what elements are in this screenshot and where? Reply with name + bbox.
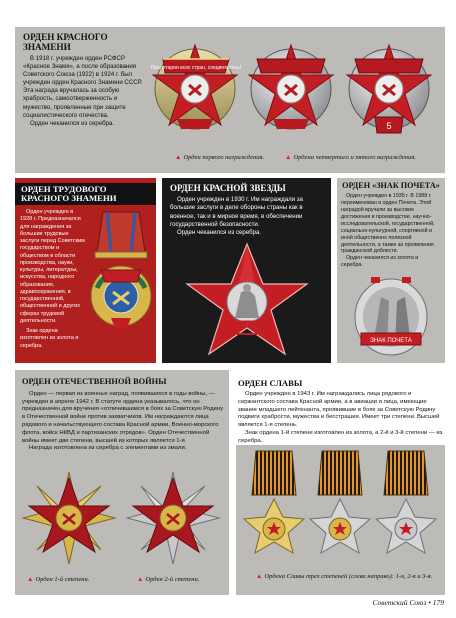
- badge-honour-medal-image: [351, 273, 431, 361]
- patriotic-war-article: [22, 378, 224, 453]
- red-banner-text: В 1918 г. учрежден орден РСФСР «Красное Знамя», а после образования Советского Союза (1922) в 1924 г. был учрежден орден Красного Знамени СССР. Эта награда вручалась за особую храбрость, самоотверженность и мужество, проявленные при защите социалистического отечества.: [23, 55, 143, 119]
- red-banner-article: [23, 33, 143, 128]
- red-star-medal-image: [167, 238, 327, 360]
- triangle-up-icon: ▲: [175, 154, 182, 161]
- page-number: 179: [432, 598, 444, 607]
- red-star-article: [170, 184, 325, 237]
- labour-banner-title: ОРДЕН ТРУДОВОГО КРАСНОГО ЗНАМЕНИ: [21, 184, 117, 204]
- footer-bullet-icon: •: [428, 598, 431, 607]
- banner-motto: Пролетарии всех стран, соединяйтесь!: [150, 65, 242, 71]
- badge-honour-panel: [337, 178, 445, 363]
- medal-number: 5: [386, 121, 392, 131]
- patriotic-war-panel: [15, 370, 229, 595]
- glory-medals-panel: [236, 445, 445, 595]
- labour-banner-panel: [15, 178, 156, 363]
- red-banner-medal-image: [143, 29, 445, 149]
- patriotic-war-caption-left: ▲ Орден 1-й степени.: [27, 576, 90, 583]
- red-banner-panel: [15, 27, 445, 173]
- triangle-up-icon: ▲: [137, 576, 144, 583]
- badge-honour-medal-label: Знак Почета: [370, 338, 412, 344]
- page-footer: [372, 598, 444, 607]
- red-star-text: Орден учрежден в 1930 г. Им награждали за большие заслуги в деле обороны страны как в военное, так и в мирное время, в обеспечении государственной безопасности.: [170, 196, 303, 228]
- glory-text: Орден учрежден в 1943 г. Им награждались лица рядового и сержантского состава Красной армии, а в авиации и лица, имеющие звание младшего лейтенанта, проявившие в боях за Советскую Родину подвиги храбрости, мужества и бесстрашия. Имеет три степени. Высшей является 1-я степень.: [238, 391, 440, 429]
- triangle-up-icon: ▲: [285, 154, 292, 161]
- red-banner-caption-left: ▲ Орден первого награждения.: [175, 154, 265, 161]
- glory-article: [238, 379, 443, 445]
- red-star-panel: [162, 178, 331, 363]
- footer-section: Советский Союз: [372, 598, 427, 607]
- labour-banner-text-2: Знак ордена изготовлен из золота и серебра.: [20, 328, 79, 349]
- labour-banner-title-bar: [15, 183, 156, 205]
- red-star-text-2: Орден чеканился из серебра.: [177, 228, 262, 236]
- glory-medal-image: [236, 445, 445, 569]
- red-banner-caption-right: ▲ Ордена четвертого и пятого награждения.: [285, 154, 416, 161]
- badge-honour-text: Орден учрежден в 1935 г. В 1988 г. переименован в орден Почета. Этой наградой вручали за высокие достижения в производстве, научно-исследовательской, государственной, социально-культурной, спортивной и иной общественно полезной деятельности, а также за проявления гражданской доблести.: [341, 192, 435, 255]
- glory-caption: ▲ Ордена Славы трех степеней (слева направо): 1-я, 2-я и 3-я.: [256, 573, 433, 580]
- red-banner-text-2: Орден чеканился из серебра.: [30, 119, 115, 127]
- triangle-up-icon: ▲: [256, 573, 263, 580]
- patriotic-war-caption-right: ▲ Орден 2-й степени.: [137, 576, 200, 583]
- red-banner-title: ОРДЕН КРАСНОГО ЗНАМЕНИ: [23, 32, 108, 52]
- patriotic-war-text: Орден — первая из военных наград, появившихся в годы войны, — учрежден в апреле 1942 г. В статуте ордена указывалось, что он предназначен для вручения «отличившимся в боях за Советскую Родину в Отечественной войне против захватчиков. Им награждаются лица рядового и начальствующего состава Красной армии, Военно-морского флота, войск НКВД и партизанских отрядов». Орден Отечественной войны имеет две степени, высшей из которых является 1-я.: [22, 390, 224, 444]
- labour-banner-text: Орден учрежден в 1928 г. Предназначался для награждения за большие трудовые заслуги перед Советским государством и обществом в области производства, науки, культуры, литературы, искусства, народного образования, здравоохранения, в государственной, общественной и других сферах трудовой деятельности.: [20, 209, 85, 324]
- badge-honour-text-2: Орден чеканился из золота и серебра.: [341, 255, 419, 269]
- patriotic-war-medal-image: [17, 468, 227, 570]
- badge-honour-title: ОРДЕН «ЗНАК ПОЧЕТА»: [342, 181, 440, 190]
- red-star-title: ОРДЕН КРАСНОЙ ЗВЕЗДЫ: [170, 183, 286, 193]
- patriotic-war-text-2: Награда изготовлена из серебра с элементами из эмали.: [29, 445, 187, 452]
- glory-panel: [236, 375, 445, 595]
- labour-banner-article: [20, 209, 86, 350]
- glory-text-2: Знак ордена 1-й степени изготовлен из золота, а 2-й и 3-й степени — из серебра.: [238, 429, 443, 444]
- glory-title: ОРДЕН СЛАВЫ: [238, 378, 303, 388]
- patriotic-war-title: ОРДЕН ОТЕЧЕСТВЕННОЙ ВОЙНЫ: [22, 377, 167, 386]
- labour-banner-medal-image: [87, 208, 155, 350]
- badge-honour-article: [341, 182, 441, 269]
- triangle-up-icon: ▲: [27, 576, 34, 583]
